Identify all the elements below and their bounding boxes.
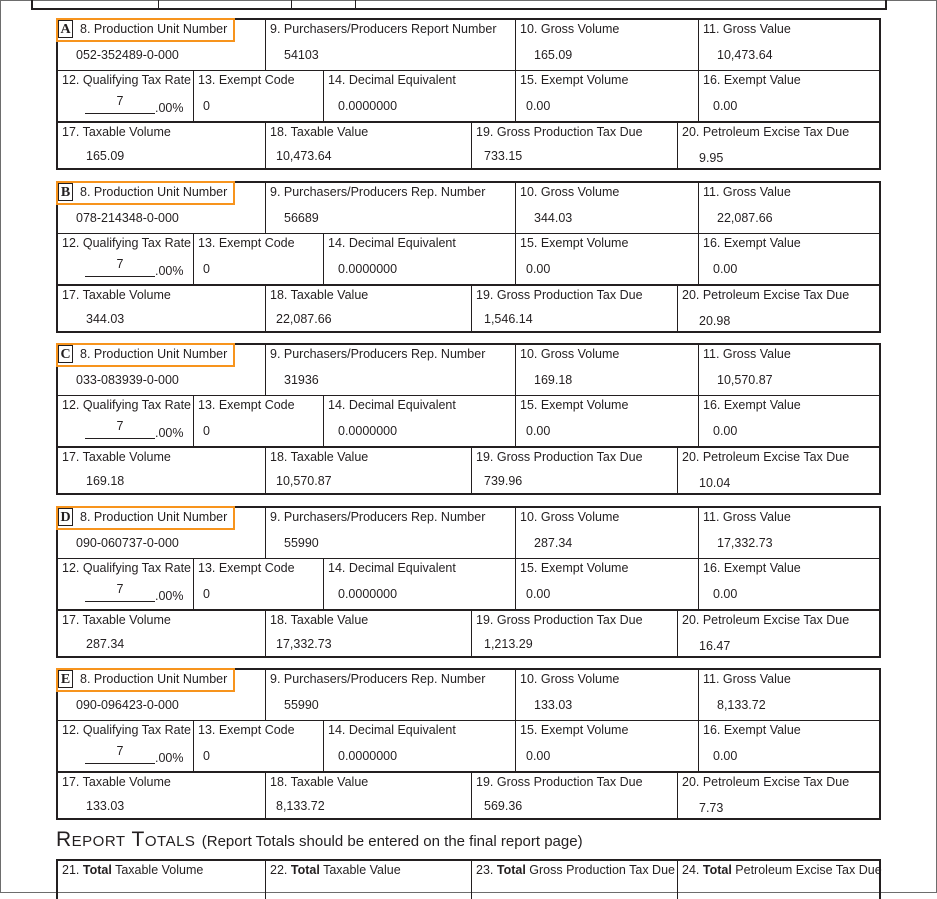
- field-value: 133.03: [534, 698, 573, 712]
- field-label: 15. Exempt Volume: [520, 398, 629, 412]
- field-gross-volume[interactable]: [516, 20, 699, 70]
- field-label: 8. Production Unit Number: [80, 185, 228, 199]
- field-label: 15. Exempt Volume: [520, 236, 629, 250]
- production-unit-block-a: [56, 18, 881, 170]
- entry-letter: B: [58, 183, 73, 201]
- field-value: 739.96: [484, 474, 523, 488]
- rate-suffix: .00%: [155, 589, 184, 603]
- field-label: 20. Petroleum Excise Tax Due: [682, 613, 850, 627]
- field-value: 7: [85, 92, 155, 114]
- field-gross-production-tax[interactable]: [472, 611, 678, 656]
- field-production-unit[interactable]: [58, 345, 266, 395]
- field-exempt-value[interactable]: [699, 234, 879, 284]
- field-exempt-code[interactable]: [194, 234, 324, 284]
- field-taxable-volume[interactable]: [58, 123, 266, 168]
- field-label: 19. Gross Production Tax Due: [476, 450, 643, 464]
- field-value: 733.15: [484, 149, 523, 163]
- field-value: 10.04: [699, 476, 731, 490]
- field-value: 1,213.29: [484, 637, 533, 651]
- report-totals-note: (Report Totals should be entered on the final report page): [201, 833, 583, 850]
- field-total-gross-production-tax[interactable]: [472, 861, 678, 899]
- field-value: 7: [85, 742, 155, 764]
- field-total-taxable-volume[interactable]: [58, 861, 266, 899]
- field-label: 10. Gross Volume: [520, 672, 620, 686]
- field-taxable-value[interactable]: [266, 611, 472, 656]
- field-exempt-volume[interactable]: [516, 559, 699, 609]
- field-label: 11. Gross Value: [703, 510, 791, 524]
- field-label: 18. Taxable Value: [270, 775, 369, 789]
- field-production-unit[interactable]: [58, 508, 266, 558]
- field-label: 20. Petroleum Excise Tax Due: [682, 775, 850, 789]
- field-label: 11. Gross Value: [703, 185, 791, 199]
- field-label: 13. Exempt Code: [198, 236, 295, 250]
- field-label: 17. Taxable Volume: [62, 288, 171, 302]
- field-production-unit[interactable]: [58, 183, 266, 233]
- field-value: 9.95: [699, 151, 724, 165]
- field-value: 8,133.72: [717, 698, 766, 712]
- field-label: 12. Qualifying Tax Rate: [62, 398, 192, 412]
- production-unit-block-b: [56, 181, 881, 333]
- field-value: 165.09: [534, 48, 573, 62]
- field-value: 0.00: [526, 587, 551, 601]
- entry-letter: C: [58, 345, 73, 363]
- field-label: 14. Decimal Equivalent: [328, 73, 456, 87]
- field-label: 20. Petroleum Excise Tax Due: [682, 288, 850, 302]
- field-label: 9. Purchasers/Producers Rep. Number: [270, 510, 486, 524]
- field-label: 15. Exempt Volume: [520, 723, 629, 737]
- field-value: 0.0000000: [338, 99, 398, 113]
- field-value: 1,546.14: [484, 312, 533, 326]
- field-value: 8,133.72: [276, 799, 325, 813]
- field-label: 11. Gross Value: [703, 22, 791, 36]
- field-taxable-value[interactable]: [266, 123, 472, 168]
- field-purchaser-number[interactable]: [266, 20, 516, 70]
- field-value: 0: [203, 749, 210, 763]
- report-totals-title: Report Totals: [56, 828, 196, 851]
- field-label: 16. Exempt Value: [703, 723, 801, 737]
- production-unit-block-c: [56, 343, 881, 495]
- field-label: Petroleum Excise Tax Due: [735, 863, 882, 877]
- field-value: 7: [85, 580, 155, 602]
- field-value: 0.00: [526, 262, 551, 276]
- field-exempt-volume[interactable]: [516, 396, 699, 446]
- row-tax: [58, 123, 879, 168]
- field-label: 16. Exempt Value: [703, 236, 801, 250]
- field-value: 17,332.73: [717, 536, 773, 550]
- field-gross-value[interactable]: [699, 670, 879, 720]
- field-value: 7: [85, 255, 155, 277]
- row-exemption: [58, 71, 879, 123]
- field-taxable-volume[interactable]: [58, 286, 266, 331]
- field-value: 7.73: [699, 801, 724, 815]
- field-value: 55990: [284, 698, 319, 712]
- field-label: 8. Production Unit Number: [80, 22, 228, 36]
- row-identification: [58, 183, 879, 234]
- field-label: 10. Gross Volume: [520, 510, 620, 524]
- field-label: 10. Gross Volume: [520, 347, 620, 361]
- row-identification: [58, 508, 879, 559]
- row-exemption: [58, 559, 879, 611]
- field-production-unit[interactable]: [58, 20, 266, 70]
- rate-suffix: .00%: [155, 101, 184, 115]
- field-value: 10,473.64: [276, 149, 332, 163]
- field-label: 8. Production Unit Number: [80, 347, 228, 361]
- field-decimal-equivalent[interactable]: [324, 234, 516, 284]
- field-label: 13. Exempt Code: [198, 73, 295, 87]
- field-value: 16.47: [699, 639, 731, 653]
- previous-section-remnant: [31, 0, 887, 10]
- field-value: 0.00: [713, 99, 738, 113]
- field-decimal-equivalent[interactable]: [324, 396, 516, 446]
- field-value: 569.36: [484, 799, 523, 813]
- field-value: 169.18: [86, 474, 125, 488]
- production-unit-block-e: [56, 668, 881, 820]
- field-value: 0.00: [713, 587, 738, 601]
- field-value: 0: [203, 587, 210, 601]
- field-value: 0.00: [526, 424, 551, 438]
- field-petroleum-excise-tax[interactable]: [678, 448, 879, 493]
- field-number: 24.: [682, 863, 700, 877]
- field-label: 13. Exempt Code: [198, 723, 295, 737]
- field-value: 10,473.64: [717, 48, 773, 62]
- field-exempt-value[interactable]: [699, 396, 879, 446]
- field-value: 56689: [284, 211, 319, 225]
- field-purchaser-number[interactable]: [266, 508, 516, 558]
- field-label: 19. Gross Production Tax Due: [476, 125, 643, 139]
- field-value: 344.03: [534, 211, 573, 225]
- field-value: 0.00: [713, 262, 738, 276]
- field-taxable-value[interactable]: [266, 448, 472, 493]
- field-label: 16. Exempt Value: [703, 73, 801, 87]
- field-label: 11. Gross Value: [703, 347, 791, 361]
- field-label: 18. Taxable Value: [270, 450, 369, 464]
- field-label: 15. Exempt Volume: [520, 561, 629, 575]
- field-label: 17. Taxable Volume: [62, 775, 171, 789]
- field-label: 10. Gross Volume: [520, 22, 620, 36]
- field-label: 16. Exempt Value: [703, 398, 801, 412]
- field-label: 12. Qualifying Tax Rate: [62, 236, 192, 250]
- field-label: 9. Purchasers/Producers Rep. Number: [270, 672, 486, 686]
- field-value: 7: [85, 417, 155, 439]
- field-value: 165.09: [86, 149, 125, 163]
- field-gross-production-tax[interactable]: [472, 286, 678, 331]
- entry-letter: A: [58, 20, 73, 38]
- field-label: Gross Production Tax Due: [529, 863, 675, 877]
- field-petroleum-excise-tax[interactable]: [678, 123, 879, 168]
- field-gross-value[interactable]: [699, 508, 879, 558]
- field-petroleum-excise-tax[interactable]: [678, 286, 879, 331]
- field-exempt-value[interactable]: [699, 71, 879, 121]
- field-exempt-value[interactable]: [699, 559, 879, 609]
- field-gross-volume[interactable]: [516, 183, 699, 233]
- field-value: 0: [203, 262, 210, 276]
- field-label: 12. Qualifying Tax Rate: [62, 73, 192, 87]
- row-tax: [58, 611, 879, 656]
- field-value: 31936: [284, 373, 319, 387]
- field-label: 17. Taxable Volume: [62, 125, 171, 139]
- row-identification: [58, 345, 879, 396]
- row-tax: [58, 448, 879, 493]
- field-value: 090-096423-0-000: [76, 698, 179, 712]
- field-label: 9. Purchasers/Producers Rep. Number: [270, 347, 486, 361]
- field-production-unit[interactable]: [58, 670, 266, 720]
- field-label: Taxable Value: [323, 863, 401, 877]
- field-bold-word: Total: [702, 863, 732, 877]
- field-value: 55990: [284, 536, 319, 550]
- field-exempt-value[interactable]: [699, 721, 879, 771]
- field-value: 033-083939-0-000: [76, 373, 179, 387]
- field-label: 13. Exempt Code: [198, 561, 295, 575]
- field-label: 18. Taxable Value: [270, 125, 369, 139]
- field-label: 13. Exempt Code: [198, 398, 295, 412]
- field-label: 20. Petroleum Excise Tax Due: [682, 450, 850, 464]
- field-taxable-value[interactable]: [266, 286, 472, 331]
- rate-suffix: .00%: [155, 751, 184, 765]
- field-exempt-volume[interactable]: [516, 234, 699, 284]
- field-gross-production-tax[interactable]: [472, 123, 678, 168]
- field-label: 12. Qualifying Tax Rate: [62, 723, 192, 737]
- field-exempt-code[interactable]: [194, 721, 324, 771]
- field-purchaser-number[interactable]: [266, 670, 516, 720]
- field-label: 11. Gross Value: [703, 672, 791, 686]
- rate-suffix: .00%: [155, 426, 184, 440]
- row-tax: [58, 286, 879, 331]
- field-tax-rate[interactable]: [58, 396, 194, 446]
- field-bold-word: Total: [290, 863, 320, 877]
- field-value: 10,570.87: [717, 373, 773, 387]
- field-label: Taxable Volume: [115, 863, 204, 877]
- field-exempt-volume[interactable]: [516, 721, 699, 771]
- field-exempt-code[interactable]: [194, 396, 324, 446]
- field-number: 23.: [476, 863, 494, 877]
- field-value: 344.03: [86, 312, 125, 326]
- row-exemption: [58, 721, 879, 773]
- field-value: 22,087.66: [717, 211, 773, 225]
- field-label: 18. Taxable Value: [270, 288, 369, 302]
- field-value: 287.34: [534, 536, 573, 550]
- report-totals-table: [56, 859, 881, 899]
- field-value: 090-060737-0-000: [76, 536, 179, 550]
- field-bold-word: Total: [496, 863, 526, 877]
- field-value: 0.00: [526, 99, 551, 113]
- field-value: 287.34: [86, 637, 125, 651]
- field-label: 14. Decimal Equivalent: [328, 398, 456, 412]
- field-value: 0.00: [713, 749, 738, 763]
- field-taxable-value[interactable]: [266, 773, 472, 818]
- field-gross-production-tax[interactable]: [472, 448, 678, 493]
- field-gross-volume[interactable]: [516, 670, 699, 720]
- report-totals-heading: [56, 828, 583, 852]
- field-tax-rate[interactable]: [58, 71, 194, 121]
- field-decimal-equivalent[interactable]: [324, 559, 516, 609]
- field-number: 22.: [270, 863, 288, 877]
- field-exempt-code[interactable]: [194, 71, 324, 121]
- field-label: 14. Decimal Equivalent: [328, 723, 456, 737]
- field-decimal-equivalent[interactable]: [324, 721, 516, 771]
- row-exemption: [58, 396, 879, 448]
- field-label: 17. Taxable Volume: [62, 613, 171, 627]
- field-taxable-volume[interactable]: [58, 773, 266, 818]
- field-exempt-volume[interactable]: [516, 71, 699, 121]
- row-exemption: [58, 234, 879, 286]
- field-value: 133.03: [86, 799, 125, 813]
- field-value: 0.00: [713, 424, 738, 438]
- row-tax: [58, 773, 879, 818]
- field-gross-value[interactable]: [699, 345, 879, 395]
- field-value: 10,570.87: [276, 474, 332, 488]
- field-gross-volume[interactable]: [516, 345, 699, 395]
- field-value: 0.0000000: [338, 587, 398, 601]
- field-label: 14. Decimal Equivalent: [328, 236, 456, 250]
- field-decimal-equivalent[interactable]: [324, 71, 516, 121]
- field-label: 10. Gross Volume: [520, 185, 620, 199]
- field-label: 12. Qualifying Tax Rate: [62, 561, 192, 575]
- entry-letter: D: [58, 508, 73, 526]
- field-tax-rate[interactable]: [58, 559, 194, 609]
- field-exempt-code[interactable]: [194, 559, 324, 609]
- field-total-taxable-value[interactable]: [266, 861, 472, 899]
- field-label: 17. Taxable Volume: [62, 450, 171, 464]
- field-value: 0: [203, 99, 210, 113]
- field-label: 8. Production Unit Number: [80, 672, 228, 686]
- production-unit-block-d: [56, 506, 881, 658]
- field-bold-word: Total: [82, 863, 112, 877]
- field-label: 9. Purchasers/Producers Rep. Number: [270, 185, 486, 199]
- field-value: 54103: [284, 48, 319, 62]
- field-value: 0.0000000: [338, 749, 398, 763]
- field-value: 0.00: [526, 749, 551, 763]
- field-petroleum-excise-tax[interactable]: [678, 773, 879, 818]
- field-tax-rate[interactable]: [58, 721, 194, 771]
- row-identification: [58, 670, 879, 721]
- field-label: 19. Gross Production Tax Due: [476, 613, 643, 627]
- field-label: 19. Gross Production Tax Due: [476, 775, 643, 789]
- field-petroleum-excise-tax[interactable]: [678, 611, 879, 656]
- field-taxable-volume[interactable]: [58, 611, 266, 656]
- field-value: 0.0000000: [338, 424, 398, 438]
- rate-suffix: .00%: [155, 264, 184, 278]
- field-purchaser-number[interactable]: [266, 345, 516, 395]
- field-number: 21.: [62, 863, 80, 877]
- field-gross-volume[interactable]: [516, 508, 699, 558]
- row-identification: [58, 20, 879, 71]
- field-value: 052-352489-0-000: [76, 48, 179, 62]
- field-value: 169.18: [534, 373, 573, 387]
- field-gross-value[interactable]: [699, 20, 879, 70]
- field-value: 0: [203, 424, 210, 438]
- field-gross-production-tax[interactable]: [472, 773, 678, 818]
- field-tax-rate[interactable]: [58, 234, 194, 284]
- field-purchaser-number[interactable]: [266, 183, 516, 233]
- field-gross-value[interactable]: [699, 183, 879, 233]
- field-label: 14. Decimal Equivalent: [328, 561, 456, 575]
- field-value: 22,087.66: [276, 312, 332, 326]
- field-label: 15. Exempt Volume: [520, 73, 629, 87]
- field-taxable-volume[interactable]: [58, 448, 266, 493]
- field-label: 8. Production Unit Number: [80, 510, 228, 524]
- field-label: 18. Taxable Value: [270, 613, 369, 627]
- entry-letter: E: [58, 670, 73, 688]
- field-value: 17,332.73: [276, 637, 332, 651]
- field-label: 9. Purchasers/Producers Report Number: [270, 22, 497, 36]
- field-value: 0.0000000: [338, 262, 398, 276]
- field-value: 20.98: [699, 314, 731, 328]
- field-label: 19. Gross Production Tax Due: [476, 288, 643, 302]
- field-label: 16. Exempt Value: [703, 561, 801, 575]
- field-value: 078-214348-0-000: [76, 211, 179, 225]
- field-total-petroleum-excise-tax[interactable]: [678, 861, 882, 899]
- field-label: 20. Petroleum Excise Tax Due: [682, 125, 850, 139]
